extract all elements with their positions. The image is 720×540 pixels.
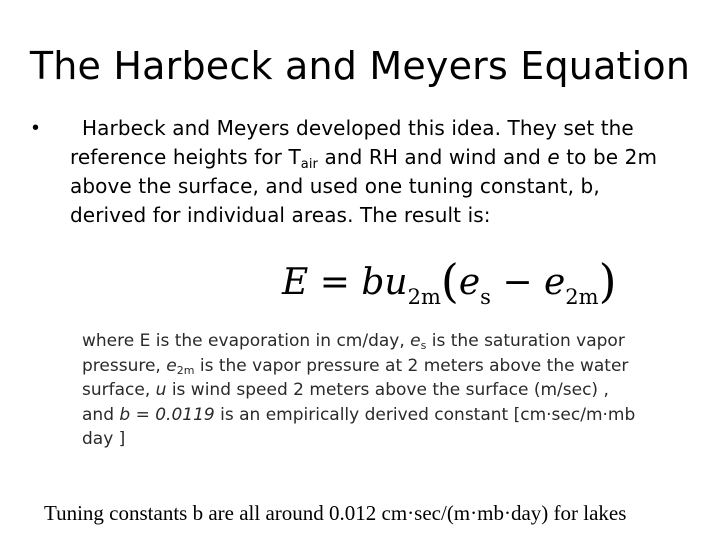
equation-open-paren: ( <box>440 254 459 308</box>
where-text-4: is wind speed 2 meters above the surface (m/sec) , and <box>82 380 609 425</box>
bullet-marker: • <box>32 117 40 139</box>
equation-es: e <box>458 262 481 303</box>
equation-lhs: E <box>282 262 309 303</box>
where-text-5: is an empirically derived constant [cm·sec/m·mb day ] <box>82 404 636 449</box>
where-b-value: b = 0.0119 <box>119 404 215 425</box>
equation-b: b <box>361 262 385 303</box>
where-es-subscript: s <box>420 339 427 352</box>
subscript-air: air <box>300 157 318 172</box>
equation-e2m-subscript: 2m <box>565 285 599 309</box>
variable-e: e <box>547 145 560 169</box>
where-text-2: is the saturation vapor pressure, <box>82 331 625 376</box>
where-e2m-subscript: 2m <box>176 363 195 377</box>
slide-title: The Harbeck and Meyers Equation <box>29 44 691 88</box>
equation-minus: − <box>490 262 544 303</box>
where-text-1: where E is the evaporation in cm/day, <box>82 331 411 351</box>
where-definitions <box>82 329 642 452</box>
footer-note: Tuning constants b are all around 0.012 cm·sec/(m·mb·day) for lakes <box>44 501 627 525</box>
where-u: u <box>155 380 167 400</box>
where-text-3: is the vapor pressure at 2 meters above the water surface, <box>82 355 629 400</box>
bullet-text-part3: to be 2m above the surface, and used one tuning constant, b, derived for individual areas. The result is: <box>70 145 658 227</box>
equation-close-paren: ) <box>598 254 617 308</box>
equation-es-subscript: s <box>480 285 491 309</box>
equation <box>282 254 617 309</box>
bullet-text-part1: Harbeck and Meyers developed this idea. They set the reference heights for T <box>70 116 634 169</box>
equation-u: u <box>384 262 408 303</box>
bullet-text-part2: and RH and wind and <box>318 145 548 169</box>
equation-e2m: e <box>543 262 566 303</box>
where-e2m: e <box>166 355 177 376</box>
where-es: e <box>410 331 421 351</box>
equation-u-subscript: 2m <box>407 285 441 309</box>
bullet-text <box>70 114 670 230</box>
equation-equals: = <box>308 262 362 303</box>
